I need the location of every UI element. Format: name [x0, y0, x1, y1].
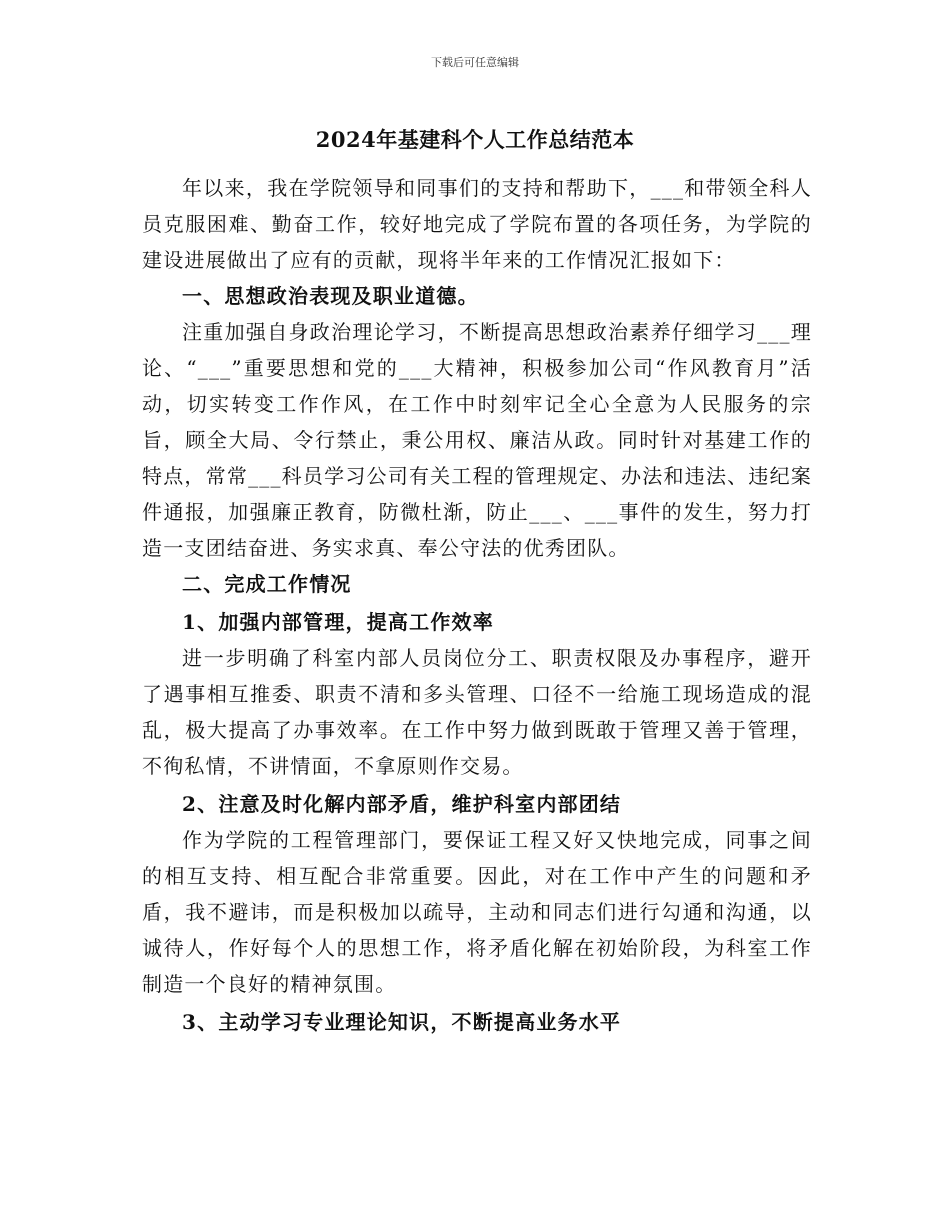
subsection-2-2-paragraph: 作为学院的工程管理部门，要保证工程又好又快地完成，同事之间的相互支持、相互配合非常重要。因此，对在工作中产生的问题和矛盾，我不避讳，而是积极加以疏导，主动和同志们进行勾通和沟通，以诚待人，作好每个人的思想工作，将矛盾化解在初始阶段，为科室工作制造一个良好的精神氛围。 — [142, 828, 812, 996]
section-heading-1: 一、思想政治表现及职业道德。 — [182, 284, 479, 308]
intro-paragraph: 年以来，我在学院领导和同事们的支持和帮助下，___和带领全科人员克服困难、勤奋工作，较好地完成了学院布置的各项任务，为学院的建设进展做出了应有的贡献，现将半年来的工作情况汇报如下： — [142, 176, 812, 272]
document-body — [142, 170, 812, 1040]
subsection-2-1-paragraph: 进一步明确了科室内部人员岗位分工、职责权限及办事程序，避开了遇事相互推委、职责不清和多头管理、口径不一给施工现场造成的混乱，极大提高了办事效率。在工作中努力做到既敢于管理又善于管理，不徇私情，不讲情面，不拿原则作交易。 — [142, 646, 812, 778]
section-heading-2: 二、完成工作情况 — [182, 572, 352, 596]
subsection-heading-2-1: 1、加强内部管理，提高工作效率 — [182, 610, 494, 634]
document-title: 2024年基建科个人工作总结范本 — [315, 127, 635, 152]
section-1-paragraph: 注重加强自身政治理论学习，不断提高思想政治素养仔细学习___理论、“___”重要思想和党的___大精神，积极参加公司“作风教育月”活动，切实转变工作作风，在工作中时刻牢记全心全意为人民服务的宗旨，顾全大局、令行禁止，秉公用权、廉洁从政。同时针对基建工作的特点，常常___科员学习公司有关工程的管理规定、办法和违法、违纪案件通报，加强廉正教育，防微杜渐，防止___、___事件的发生，努力打造一支团结奋进、务实求真、奉公守法的优秀团队。 — [142, 320, 812, 560]
header-note: 下载后可任意编辑 — [431, 56, 519, 69]
subsection-heading-2-3: 3、主动学习专业理论知识，不断提高业务水平 — [182, 1010, 622, 1034]
subsection-heading-2-2: 2、注意及时化解内部矛盾，维护科室内部团结 — [182, 792, 622, 816]
